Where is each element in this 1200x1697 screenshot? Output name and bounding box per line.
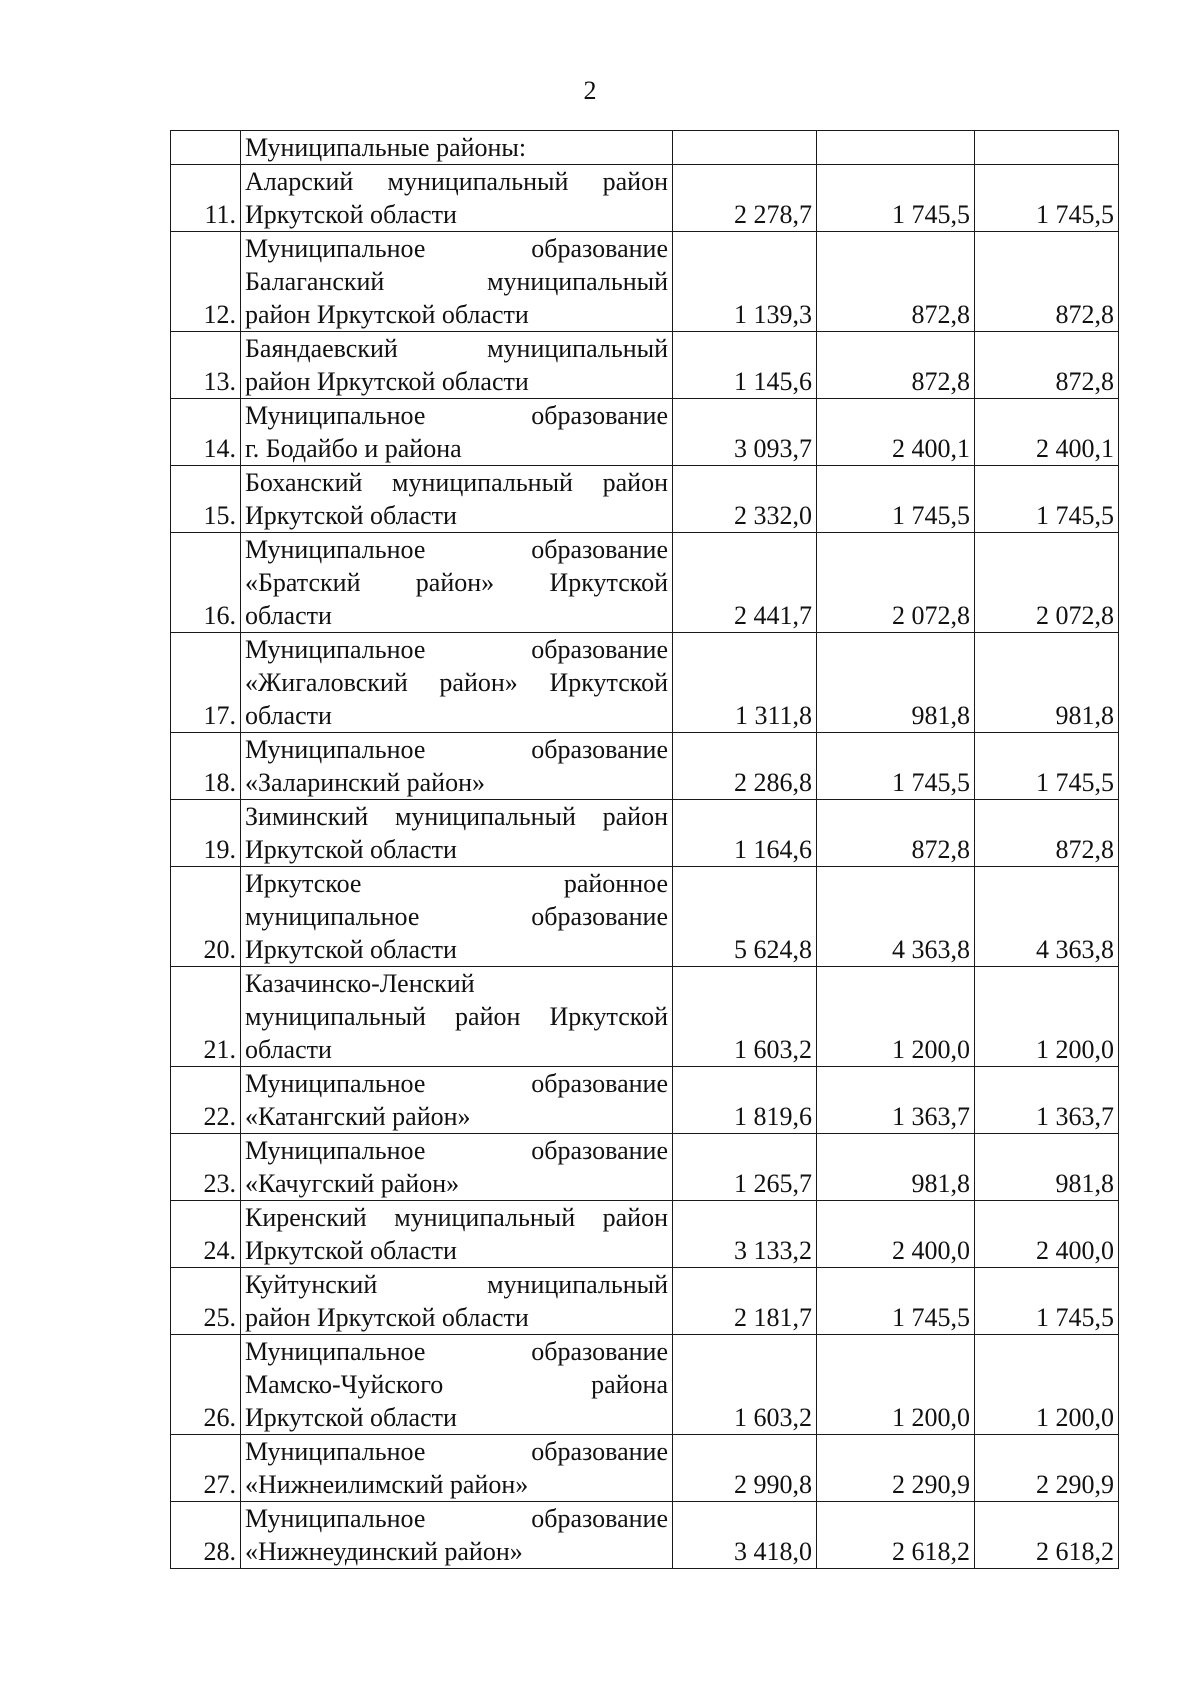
row-number: 15. bbox=[171, 466, 241, 533]
district-name-line: Аларский муниципальный район bbox=[245, 167, 668, 196]
row-number: 23. bbox=[171, 1134, 241, 1201]
district-name-line: Муниципальное образование bbox=[245, 735, 668, 764]
value-2: 1 363,7 bbox=[817, 1067, 975, 1134]
value-2: 872,8 bbox=[817, 232, 975, 332]
value-2: 2 072,8 bbox=[817, 533, 975, 633]
district-name-line: Муниципальное образование bbox=[245, 1437, 668, 1466]
row-number: 26. bbox=[171, 1335, 241, 1435]
district-name-line: Муниципальное образование bbox=[245, 1069, 668, 1098]
district-name-line: области bbox=[245, 601, 332, 630]
district-name bbox=[241, 733, 673, 800]
district-name bbox=[241, 633, 673, 733]
district-name-line: «Нижнеилимский район» bbox=[245, 1470, 529, 1499]
district-name-line: «Братский район» Иркутской bbox=[245, 568, 668, 597]
value-2: 2 400,0 bbox=[817, 1201, 975, 1268]
value-1: 1 265,7 bbox=[673, 1134, 817, 1201]
district-name-line: Иркутской области bbox=[245, 835, 457, 864]
table-row bbox=[171, 332, 1119, 399]
district-name-line: Муниципальное образование bbox=[245, 234, 668, 263]
row-number: 20. bbox=[171, 867, 241, 967]
value-2: 2 618,2 bbox=[817, 1502, 975, 1569]
value-1: 1 139,3 bbox=[673, 232, 817, 332]
row-number: 17. bbox=[171, 633, 241, 733]
row-number: 25. bbox=[171, 1268, 241, 1335]
value-cell-3 bbox=[975, 131, 1119, 165]
value-3: 2 618,2 bbox=[975, 1502, 1119, 1569]
value-1: 2 278,7 bbox=[673, 165, 817, 232]
value-3: 2 400,1 bbox=[975, 399, 1119, 466]
value-1: 3 418,0 bbox=[673, 1502, 817, 1569]
page-number: 2 bbox=[583, 76, 597, 105]
table-row bbox=[171, 232, 1119, 332]
district-name bbox=[241, 867, 673, 967]
value-2: 981,8 bbox=[817, 1134, 975, 1201]
value-3: 2 290,9 bbox=[975, 1435, 1119, 1502]
value-1: 1 311,8 bbox=[673, 633, 817, 733]
district-name-line: Киренский муниципальный район bbox=[245, 1203, 668, 1232]
district-name-line: Иркутское районное bbox=[245, 869, 668, 898]
value-1: 1 603,2 bbox=[673, 1335, 817, 1435]
value-1: 2 286,8 bbox=[673, 733, 817, 800]
district-name-line: Иркутской области bbox=[245, 935, 457, 964]
value-3: 1 200,0 bbox=[975, 967, 1119, 1067]
value-3: 1 745,5 bbox=[975, 165, 1119, 232]
section-header-row bbox=[171, 131, 1119, 165]
row-number: 12. bbox=[171, 232, 241, 332]
row-number: 18. bbox=[171, 733, 241, 800]
district-name-line: Муниципальное образование bbox=[245, 1504, 668, 1533]
value-1: 2 181,7 bbox=[673, 1268, 817, 1335]
value-3: 872,8 bbox=[975, 232, 1119, 332]
table-row bbox=[171, 1502, 1119, 1569]
table-row bbox=[171, 800, 1119, 867]
value-2: 1 745,5 bbox=[817, 466, 975, 533]
table-row bbox=[171, 1435, 1119, 1502]
value-2: 2 400,1 bbox=[817, 399, 975, 466]
row-number-cell bbox=[171, 131, 241, 165]
district-name bbox=[241, 399, 673, 466]
value-2: 872,8 bbox=[817, 332, 975, 399]
row-number: 27. bbox=[171, 1435, 241, 1502]
district-name-line: «Нижнеудинский район» bbox=[245, 1537, 523, 1566]
section-header: Муниципальные районы: bbox=[241, 131, 673, 165]
district-name-line: Мамско-Чуйского района bbox=[245, 1370, 668, 1399]
district-name-line: Иркутской области bbox=[245, 1236, 457, 1265]
district-name bbox=[241, 1435, 673, 1502]
district-name-line: Муниципальное образование bbox=[245, 635, 668, 664]
table-row bbox=[171, 1201, 1119, 1268]
district-name-line: Казачинско-Ленский bbox=[245, 969, 475, 998]
district-name-line: г. Бодайбо и района bbox=[245, 434, 462, 463]
table-row bbox=[171, 1134, 1119, 1201]
district-name-line: Иркутской области bbox=[245, 200, 457, 229]
value-1: 1 164,6 bbox=[673, 800, 817, 867]
district-name bbox=[241, 800, 673, 867]
value-3: 1 745,5 bbox=[975, 1268, 1119, 1335]
district-name-line: Боханский муниципальный район bbox=[245, 468, 668, 497]
row-number: 28. bbox=[171, 1502, 241, 1569]
district-name bbox=[241, 1502, 673, 1569]
district-name-line: Куйтунский муниципальный bbox=[245, 1270, 668, 1299]
value-2: 1 745,5 bbox=[817, 1268, 975, 1335]
value-3: 872,8 bbox=[975, 800, 1119, 867]
district-name-line: «Качугский район» bbox=[245, 1169, 460, 1198]
district-name bbox=[241, 232, 673, 332]
district-name-line: «Заларинский район» bbox=[245, 768, 486, 797]
district-name bbox=[241, 1067, 673, 1134]
row-number: 21. bbox=[171, 967, 241, 1067]
table-row bbox=[171, 1268, 1119, 1335]
value-1: 1 603,2 bbox=[673, 967, 817, 1067]
value-3: 1 745,5 bbox=[975, 466, 1119, 533]
district-name bbox=[241, 533, 673, 633]
value-1: 2 441,7 bbox=[673, 533, 817, 633]
value-3: 981,8 bbox=[975, 633, 1119, 733]
row-number: 14. bbox=[171, 399, 241, 466]
district-name bbox=[241, 967, 673, 1067]
district-name-line: муниципальное образование bbox=[245, 902, 668, 931]
value-3: 872,8 bbox=[975, 332, 1119, 399]
table-row bbox=[171, 633, 1119, 733]
value-2: 1 745,5 bbox=[817, 733, 975, 800]
district-name-line: район Иркутской области bbox=[245, 367, 529, 396]
district-name bbox=[241, 165, 673, 232]
district-name-line: район Иркутской области bbox=[245, 300, 529, 329]
table-row bbox=[171, 967, 1119, 1067]
district-name-line: Муниципальное образование bbox=[245, 1136, 668, 1165]
table-row bbox=[171, 1067, 1119, 1134]
value-2: 1 200,0 bbox=[817, 967, 975, 1067]
district-name-line: «Жигаловский район» Иркутской bbox=[245, 668, 668, 697]
value-2: 872,8 bbox=[817, 800, 975, 867]
value-3: 2 400,0 bbox=[975, 1201, 1119, 1268]
row-number: 11. bbox=[171, 165, 241, 232]
municipal-districts-table bbox=[170, 130, 1119, 1569]
value-2: 1 200,0 bbox=[817, 1335, 975, 1435]
district-name bbox=[241, 1134, 673, 1201]
district-name-line: Иркутской области bbox=[245, 1403, 457, 1432]
district-name bbox=[241, 1335, 673, 1435]
table-row bbox=[171, 165, 1119, 232]
district-name bbox=[241, 332, 673, 399]
table-row bbox=[171, 733, 1119, 800]
value-3: 981,8 bbox=[975, 1134, 1119, 1201]
district-name-line: район Иркутской области bbox=[245, 1303, 529, 1332]
district-name bbox=[241, 1268, 673, 1335]
table-row bbox=[171, 466, 1119, 533]
district-name-line: Зиминский муниципальный район bbox=[245, 802, 668, 831]
row-number: 13. bbox=[171, 332, 241, 399]
district-name-line: Иркутской области bbox=[245, 501, 457, 530]
district-name-line: муниципальный район Иркутской bbox=[245, 1002, 668, 1031]
district-name-line: Муниципальное образование bbox=[245, 1337, 668, 1366]
value-3: 1 200,0 bbox=[975, 1335, 1119, 1435]
value-3: 2 072,8 bbox=[975, 533, 1119, 633]
value-cell-1 bbox=[673, 131, 817, 165]
table-body bbox=[171, 131, 1119, 1569]
district-name-line: «Катангский район» bbox=[245, 1102, 471, 1131]
table-row bbox=[171, 533, 1119, 633]
district-name-line: Баяндаевский муниципальный bbox=[245, 334, 668, 363]
district-name-line: Балаганский муниципальный bbox=[245, 267, 668, 296]
district-name-line: области bbox=[245, 1035, 332, 1064]
table-row bbox=[171, 867, 1119, 967]
district-name bbox=[241, 466, 673, 533]
row-number: 22. bbox=[171, 1067, 241, 1134]
value-3: 4 363,8 bbox=[975, 867, 1119, 967]
district-name-line: Муниципальное образование bbox=[245, 535, 668, 564]
value-2: 981,8 bbox=[817, 633, 975, 733]
value-cell-2 bbox=[817, 131, 975, 165]
value-1: 5 624,8 bbox=[673, 867, 817, 967]
value-3: 1 363,7 bbox=[975, 1067, 1119, 1134]
value-3: 1 745,5 bbox=[975, 733, 1119, 800]
value-2: 4 363,8 bbox=[817, 867, 975, 967]
row-number: 24. bbox=[171, 1201, 241, 1268]
value-1: 3 093,7 bbox=[673, 399, 817, 466]
value-1: 1 145,6 bbox=[673, 332, 817, 399]
value-1: 2 990,8 bbox=[673, 1435, 817, 1502]
district-name-line: области bbox=[245, 701, 332, 730]
value-1: 3 133,2 bbox=[673, 1201, 817, 1268]
value-1: 1 819,6 bbox=[673, 1067, 817, 1134]
table-row bbox=[171, 1335, 1119, 1435]
value-1: 2 332,0 bbox=[673, 466, 817, 533]
table-row bbox=[171, 399, 1119, 466]
value-2: 1 745,5 bbox=[817, 165, 975, 232]
row-number: 19. bbox=[171, 800, 241, 867]
district-name-line: Муниципальное образование bbox=[245, 401, 668, 430]
row-number: 16. bbox=[171, 533, 241, 633]
district-name bbox=[241, 1201, 673, 1268]
value-2: 2 290,9 bbox=[817, 1435, 975, 1502]
